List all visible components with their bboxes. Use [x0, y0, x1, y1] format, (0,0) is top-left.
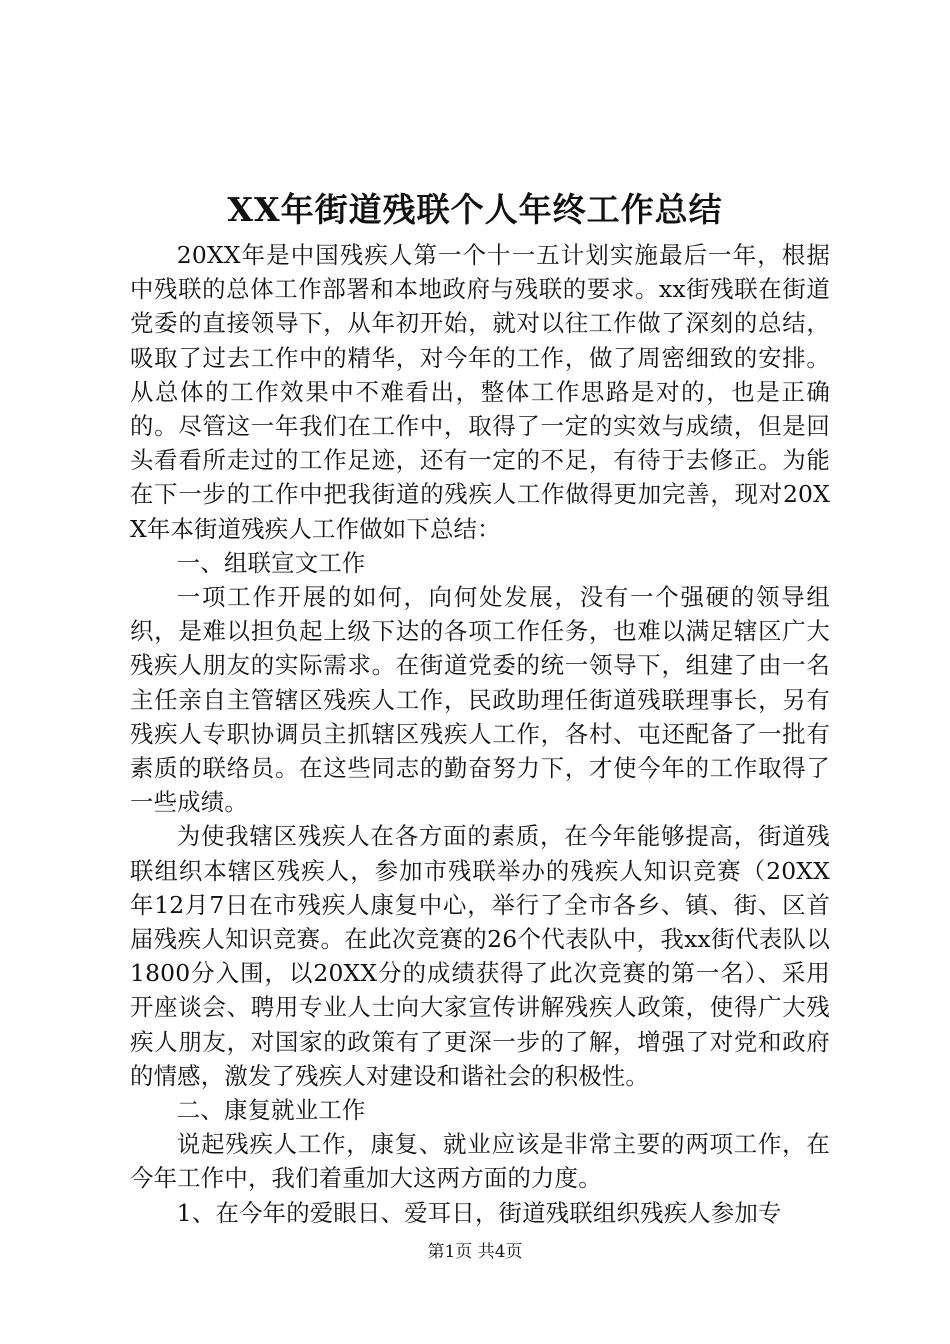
document-body — [130, 238, 830, 1230]
section-heading-2: 二、康复就业工作 — [176, 1096, 366, 1125]
section-heading-1: 一、组联宣文工作 — [176, 548, 366, 577]
body-paragraph: 一项工作开展的如何，向何处发展，没有一个强硬的领导组织，是难以担负起上级下达的各项工作任务，也难以满足辖区广大残疾人朋友的实际需求。在街道党委的统一领导下，组建了由一名主任亲自主管辖区残疾人工作，民政助理任街道残联理事长，另有残疾人专职协调员主抓辖区残疾人工作，各村、屯还配备了一批有素质的联络员。在这些同志的勤奋努力下，才使今年的工作取得了一些成绩。 — [130, 583, 830, 817]
intro-paragraph: 20XX年是中国残疾人第一个十一五计划实施最后一年，根据中残联的总体工作部署和本地政府与残联的要求。xx街残联在街道党委的直接领导下，从年初开始，就对以往工作做了深刻的总结，吸取了过去工作中的精华，对今年的工作，做了周密细致的安排。从总体的工作效果中不难看出，整体工作思路是对的，也是正确的。尽管这一年我们在工作中，取得了一定的实效与成绩，但是回头看看所走过的工作足迹，还有一定的不足，有待于去修正。为能在下一步的工作中把我街道的残疾人工作做得更加完善，现对20XX年本街道残疾人工作做如下总结： — [130, 241, 830, 543]
body-paragraph: 1、在今年的爱眼日、爱耳日，街道残联组织残疾人参加专 — [176, 1198, 782, 1227]
page-footer: 第1页 共4页 — [427, 1242, 523, 1262]
page-title: XX年街道残联个人年终工作总结 — [227, 190, 723, 229]
body-paragraph: 说起残疾人工作，康复、就业应该是非常主要的两项工作，在今年工作中，我们着重加大这两方面的力度。 — [130, 1130, 830, 1193]
body-paragraph: 为使我辖区残疾人在各方面的素质，在今年能够提高，街道残联组织本辖区残疾人，参加市残联举办的残疾人知识竞赛（20XX年12月7日在市残疾人康复中心，举行了全市各乡、镇、街、区首届残疾人知识竞赛。在此次竞赛的26个代表队中，我xx街代表队以1800分入围，以20XX分的成绩获得了此次竞赛的第一名）、采用开座谈会、聘用专业人士向大家宣传讲解残疾人政策，使得广大残疾人朋友，对国家的政策有了更深一步的了解，增强了对党和政府的情感，激发了残疾人对建设和谐社会的积极性。 — [130, 822, 830, 1090]
